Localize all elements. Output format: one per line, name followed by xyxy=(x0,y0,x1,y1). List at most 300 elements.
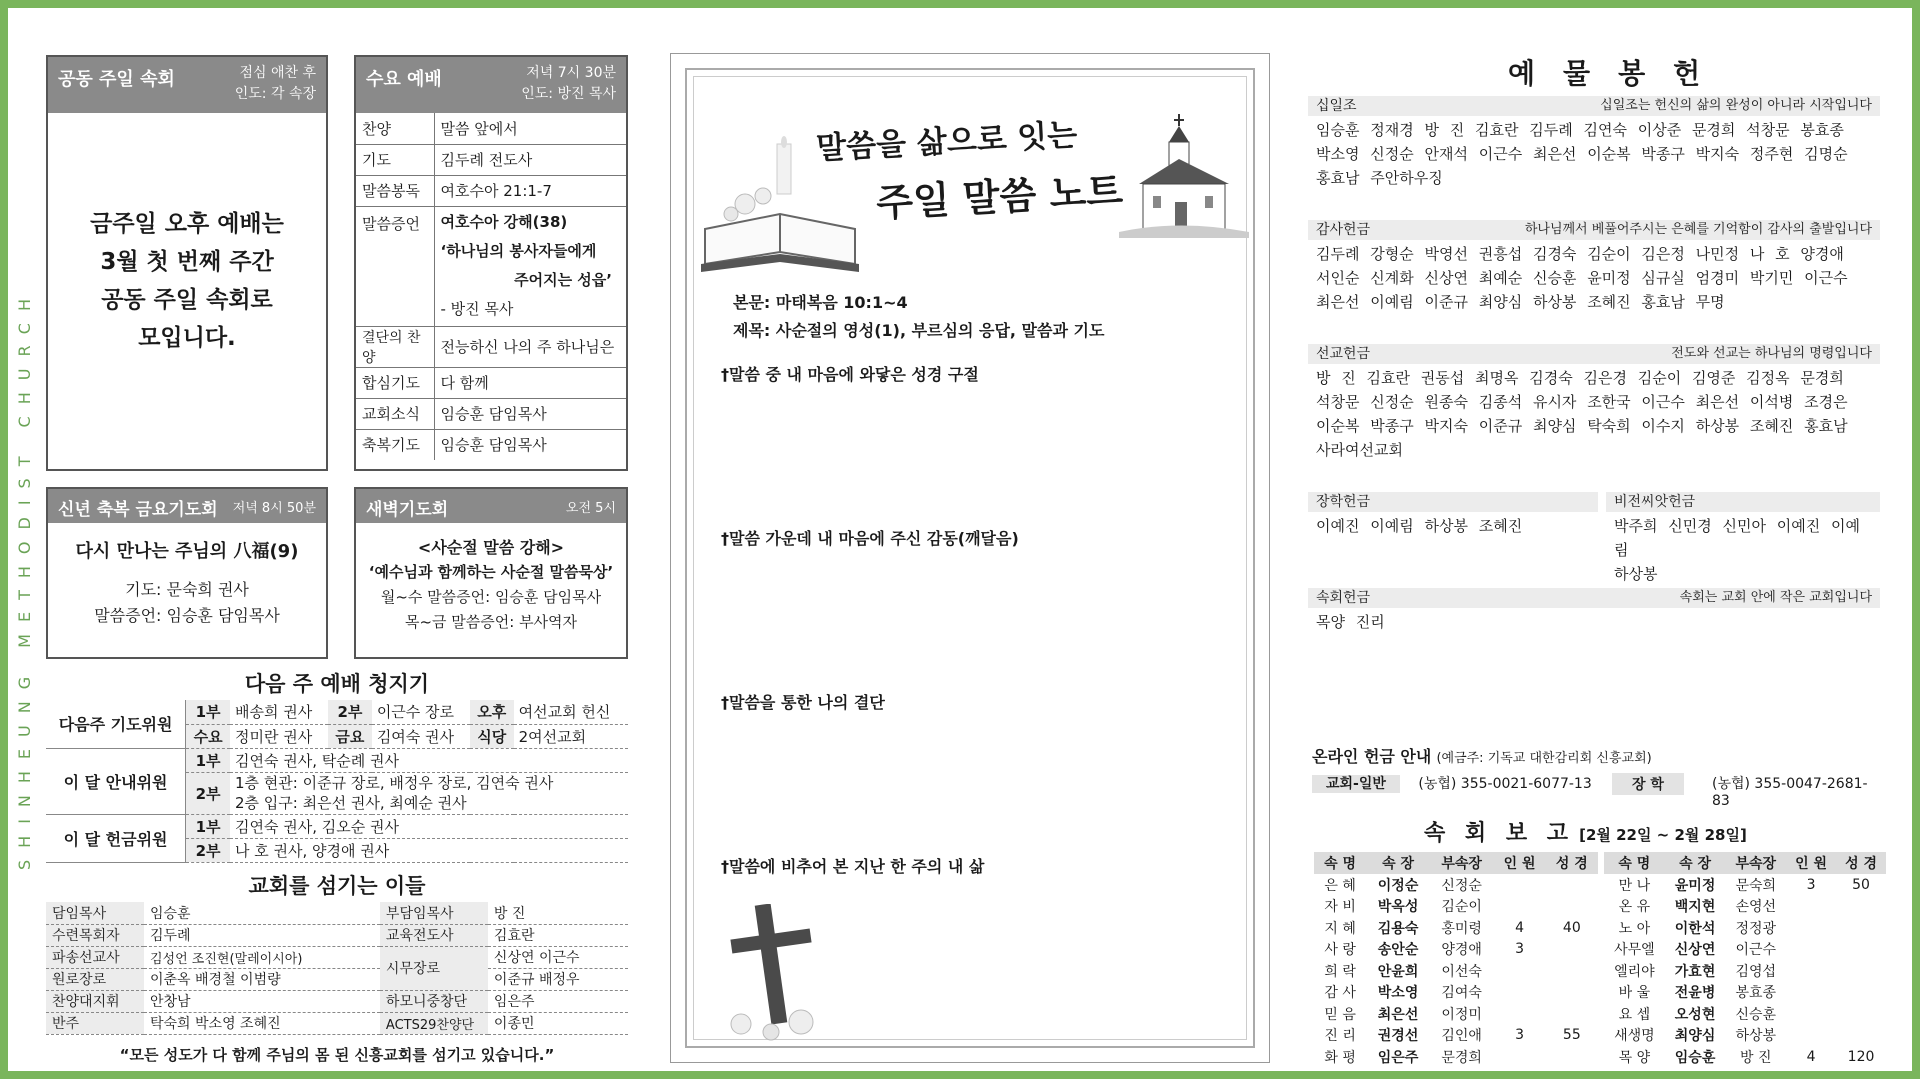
staff-role: 반주 xyxy=(46,1012,144,1034)
order-value: 다 함께 xyxy=(434,367,626,398)
joint-worship-sub xyxy=(235,63,316,105)
cell-attendance: 3 xyxy=(1515,941,1525,958)
cell-report-table-left xyxy=(1314,852,1598,1068)
name-line: 박주희 신민경 신민아 이예진 이예림 xyxy=(1614,517,1860,559)
wednesday-worship-box xyxy=(354,55,628,471)
tithe-names xyxy=(1308,116,1880,192)
service-person: 이근수 장로 xyxy=(372,700,470,724)
staff-name: 탁숙희 박소영 조혜진 xyxy=(144,1012,380,1034)
note-title-line2: 주일 말씀 노트 xyxy=(875,167,1124,226)
guide-committee-label: 이 달 안내위원 xyxy=(46,748,186,814)
cell-bible xyxy=(1546,960,1598,982)
report-row xyxy=(1604,1025,1886,1047)
cell-attendance: 4 xyxy=(1515,919,1525,936)
cell-name: 은 혜 xyxy=(1324,877,1356,894)
order-row xyxy=(356,113,626,144)
service-tag: 식당 xyxy=(470,724,514,748)
friday-header xyxy=(48,489,326,523)
staff-row xyxy=(46,946,628,968)
servants-title: 교회를 섬기는 이들 xyxy=(248,874,426,898)
account-number: (농협) 355-0021-6077-13 xyxy=(1418,776,1592,792)
thanks-desc: 하나님께서 베풀어주시는 은혜를 기억함이 감사의 출발입니다 xyxy=(1524,222,1872,237)
service-person: 정미란 권사 xyxy=(230,724,328,748)
order-row xyxy=(356,206,626,326)
offering-second-service: 나 호 권사, 양경애 권사 xyxy=(230,838,628,862)
cell-leader: 임은주 xyxy=(1377,1049,1419,1066)
cell-bible xyxy=(1836,1003,1886,1025)
staff-role: 파송선교사 xyxy=(46,946,144,968)
cell-bible xyxy=(1546,896,1598,918)
cell-attendance xyxy=(1786,939,1836,961)
scripture-label: 본문: xyxy=(733,293,771,312)
cross-illustration xyxy=(711,904,831,1044)
cell-subleader: 봉효종 xyxy=(1735,985,1777,1002)
mission-bar xyxy=(1308,344,1880,364)
staff-name: 안창남 xyxy=(144,990,380,1012)
staff-name: 신상연 이근수 xyxy=(488,946,628,968)
order-value: 여호수아 21:1-7 xyxy=(434,175,626,206)
note-subject xyxy=(733,318,1104,341)
order-key: 찬양 xyxy=(356,113,434,144)
cell-attendance xyxy=(1493,1046,1545,1068)
service-tag: 2부 xyxy=(186,838,230,862)
church-illustration xyxy=(1119,114,1249,244)
report-row xyxy=(1314,896,1598,918)
cell-attendance xyxy=(1786,896,1836,918)
church-motto: “모든 성도가 다 함께 주님의 몸 된 신흥교회를 섬기고 있습니다.” xyxy=(119,1046,555,1064)
service-tag: 수요 xyxy=(186,724,230,748)
cell-name: 진 리 xyxy=(1324,1028,1356,1045)
message-line: 3월 첫 번째 주간 xyxy=(100,249,274,275)
prayer-committee-label: 다음주 기도위원 xyxy=(46,700,186,748)
staff-role: 찬양대지휘 xyxy=(46,990,144,1012)
scholarship-label: 장학헌금 xyxy=(1316,494,1371,510)
cell-offering-desc: 속회는 교회 안에 작은 교회입니다 xyxy=(1679,590,1872,605)
cell-bible xyxy=(1836,939,1886,961)
report-row xyxy=(1604,982,1886,1004)
cell-leader: 최양심 xyxy=(1674,1028,1716,1045)
staff-name: 이춘옥 배경철 이범량 xyxy=(144,968,380,990)
staff-row xyxy=(46,990,628,1012)
cell-attendance: 4 xyxy=(1806,1048,1816,1065)
staff-name: 임승훈 xyxy=(144,902,380,924)
cell-name: 화 평 xyxy=(1324,1049,1356,1066)
cell-leader: 안윤희 xyxy=(1377,963,1419,980)
wednesday-title: 수요 예배 xyxy=(366,69,442,90)
staff-name: 이준규 배정우 xyxy=(488,968,628,990)
report-header: 속 명 xyxy=(1314,852,1366,874)
name-line: 서인순 신계화 신상연 최예순 신승훈 윤미정 심규실 엄경미 박기민 이근수 xyxy=(1316,269,1848,287)
cell-subleader: 하상봉 xyxy=(1735,1028,1777,1045)
order-value: 말씀 앞에서 xyxy=(434,113,626,144)
cell-name: 희 락 xyxy=(1324,963,1356,980)
report-header: 인 원 xyxy=(1493,852,1545,874)
order-key: 축복기도 xyxy=(356,429,434,460)
cell-offering-label: 속회헌금 xyxy=(1316,590,1371,606)
cell-subleader: 문경희 xyxy=(1441,1049,1482,1066)
cell-leader: 이한석 xyxy=(1674,920,1716,937)
cell-offering-section xyxy=(1308,588,1880,636)
cell-name: 엘리야 xyxy=(1614,963,1655,980)
order-value: 임승훈 담임목사 xyxy=(434,398,626,429)
service-tag: 2부 xyxy=(328,700,372,724)
name-line: 석창문 신정순 원종숙 김종석 유시자 조한국 이근수 최은선 이석병 조경은 xyxy=(1316,393,1848,411)
report-header: 속 명 xyxy=(1604,852,1665,874)
name-line: 방 진 김효란 권동섭 최명옥 김경숙 김은경 김순이 김영준 김정옥 문경희 xyxy=(1316,369,1844,387)
cell-subleader: 이선숙 xyxy=(1441,963,1482,980)
service-tag: 1부 xyxy=(186,748,230,772)
report-header: 인 원 xyxy=(1786,852,1836,874)
report-header: 부속장 xyxy=(1430,852,1494,874)
report-row xyxy=(1604,960,1886,982)
report-header-row xyxy=(1604,852,1886,874)
cell-report-period: [2월 22일 ~ 2월 28일] xyxy=(1579,826,1747,844)
cell-name: 목 양 xyxy=(1618,1049,1651,1066)
order-key: 합심기도 xyxy=(356,367,434,398)
sermon-title-2: 주어지는 성읍’ xyxy=(514,271,612,289)
cell-leader: 백지현 xyxy=(1674,899,1716,916)
friday-preacher: 말씀증언: 임승훈 담임목사 xyxy=(94,606,280,625)
wednesday-time: 저녁 7시 30분 xyxy=(526,65,616,81)
name-line: 홍효남 주안하우징 xyxy=(1316,169,1443,187)
offerings-title: 예물봉헌 xyxy=(1508,57,1729,90)
order-row xyxy=(356,144,626,175)
cell-bible xyxy=(1546,939,1598,961)
scholarship-names xyxy=(1308,512,1598,540)
scholarship-bar xyxy=(1308,492,1598,512)
report-header-row xyxy=(1314,852,1598,874)
message-line: 공동 주일 속회로 xyxy=(101,287,273,313)
cell-attendance xyxy=(1493,896,1545,918)
report-header: 성 경 xyxy=(1836,852,1886,874)
name-line: 임승훈 정재경 방 진 김효란 김두례 김연숙 이상준 문경희 석창문 봉효종 xyxy=(1316,121,1844,139)
offering-committee-label: 이 달 헌금위원 xyxy=(46,814,186,862)
cell-attendance: 3 xyxy=(1806,876,1816,893)
dawn-prayer-box xyxy=(354,487,628,659)
cell-bible xyxy=(1836,1025,1886,1047)
note-question-4: †말씀에 비추어 본 지난 한 주의 내 삶 xyxy=(721,857,985,876)
cell-subleader: 홍미령 xyxy=(1441,920,1482,937)
dawn-theme: ‘예수님과 함께하는 사순절 말씀묵상’ xyxy=(368,563,614,581)
cell-subleader: 김영섭 xyxy=(1735,963,1777,980)
cell-bible xyxy=(1836,896,1886,918)
joint-worship-leader: 인도: 각 속장 xyxy=(234,86,316,102)
cell-leader: 권경선 xyxy=(1377,1028,1419,1045)
name-line: 이예진 이예림 하상봉 조혜진 xyxy=(1316,517,1523,535)
cell-subleader: 김순이 xyxy=(1441,899,1482,916)
service-tag: 1부 xyxy=(186,814,230,838)
account-number: (농협) 355-0047-2681-83 xyxy=(1712,776,1868,809)
order-row xyxy=(356,367,626,398)
friday-prayer-box xyxy=(46,487,328,659)
cell-bible xyxy=(1546,1046,1598,1068)
cell-attendance xyxy=(1786,1003,1836,1025)
cell-subleader: 신승훈 xyxy=(1735,1006,1777,1023)
cell-leader: 임승훈 xyxy=(1674,1049,1716,1066)
cell-bible: 55 xyxy=(1562,1027,1581,1044)
cell-name: 노 아 xyxy=(1618,920,1651,937)
staff-role: ACTS29찬양단 xyxy=(380,1012,488,1034)
account-holder: (예금주: 기독교 대한감리회 신흥교회) xyxy=(1436,751,1652,766)
report-row xyxy=(1314,982,1598,1004)
cell-name: 요 셉 xyxy=(1618,1006,1651,1023)
cell-subleader: 김인애 xyxy=(1441,1028,1482,1045)
order-row xyxy=(356,398,626,429)
name-line: 사라여선교회 xyxy=(1316,441,1403,459)
mission-label: 선교헌금 xyxy=(1316,346,1371,362)
cell-subleader: 문숙희 xyxy=(1735,877,1777,894)
service-tag: 2부 xyxy=(186,772,230,814)
cell-attendance xyxy=(1786,917,1836,939)
vision-bar xyxy=(1606,492,1880,512)
sermon-note-panel xyxy=(670,53,1270,1063)
cell-attendance xyxy=(1786,982,1836,1004)
report-row xyxy=(1604,939,1886,961)
cell-subleader: 이근수 xyxy=(1735,942,1777,959)
service-tag: 금요 xyxy=(328,724,372,748)
order-key: 교회소식 xyxy=(356,398,434,429)
sermon-series: 여호수아 강해(38) xyxy=(440,213,568,231)
wednesday-header xyxy=(356,57,626,113)
account-row xyxy=(1312,773,1880,809)
staff-role: 부담임목사 xyxy=(380,902,488,924)
account-label: 교회-일반 xyxy=(1312,775,1400,793)
staff-role: 교육전도사 xyxy=(380,924,488,946)
service-person: 여선교회 헌신 xyxy=(514,700,628,724)
sermon-title-1: ‘하나님의 봉사자들에게 xyxy=(440,242,597,260)
report-row xyxy=(1604,1046,1886,1068)
guide-line: 1층 현관: 이준규 장로, 배정우 장로, 김연숙 권사 xyxy=(235,774,554,792)
cell-subleader: 정정광 xyxy=(1735,920,1777,937)
staff-name: 김두례 xyxy=(144,924,380,946)
joint-worship-title: 공동 주일 속회 xyxy=(58,69,175,90)
mission-section xyxy=(1308,344,1880,464)
report-row xyxy=(1604,896,1886,918)
sermon-preacher: - 방진 목사 xyxy=(440,300,514,318)
message-line: 모입니다. xyxy=(138,325,236,351)
service-tag: 1부 xyxy=(186,700,230,724)
cell-subleader: 신정순 xyxy=(1441,877,1482,894)
tithe-label: 십일조 xyxy=(1316,98,1357,114)
cell-subleader: 방 진 xyxy=(1740,1049,1772,1066)
report-row xyxy=(1314,874,1598,896)
sermon-cell xyxy=(434,206,626,326)
cell-subleader: 이정미 xyxy=(1441,1006,1482,1023)
service-person: 배송희 권사 xyxy=(230,700,328,724)
cell-subleader: 양경애 xyxy=(1441,942,1482,959)
report-row xyxy=(1604,917,1886,939)
cell-bible: 40 xyxy=(1562,919,1581,936)
cell-leader: 박소영 xyxy=(1377,985,1419,1002)
order-key: 말씀증언 xyxy=(356,206,434,326)
offering-first-service: 김연숙 권사, 김오순 권사 xyxy=(230,814,628,838)
staff-row xyxy=(46,1012,628,1034)
cell-subleader: 손영선 xyxy=(1735,899,1777,916)
schedule-row xyxy=(46,814,628,838)
vision-label: 비전씨앗헌금 xyxy=(1614,494,1696,510)
thanks-section xyxy=(1308,220,1880,316)
cell-leader: 신상연 xyxy=(1674,942,1716,959)
staff-role: 시무장로 xyxy=(380,946,488,990)
friday-time: 저녁 8시 50분 xyxy=(232,501,316,516)
cell-name: 새생명 xyxy=(1614,1028,1655,1045)
cell-subleader: 김여숙 xyxy=(1441,985,1482,1002)
joint-worship-time: 점심 애찬 후 xyxy=(239,65,316,81)
order-row xyxy=(356,429,626,460)
wednesday-order-table xyxy=(356,113,626,460)
staff-role: 수련목회자 xyxy=(46,924,144,946)
thanks-bar xyxy=(1308,220,1880,240)
report-row xyxy=(1314,1046,1598,1068)
joint-worship-header xyxy=(48,57,326,113)
tithe-bar xyxy=(1308,96,1880,116)
joint-worship-message xyxy=(48,113,326,357)
cell-name: 사무엘 xyxy=(1614,942,1655,959)
cell-offering-bar xyxy=(1308,588,1880,608)
order-row xyxy=(356,175,626,206)
church-name-text: SHINHEUNG METHODIST CHURCH xyxy=(14,286,34,870)
cell-leader: 가효현 xyxy=(1674,963,1716,980)
cell-name: 믿 음 xyxy=(1324,1006,1356,1023)
cell-name: 사 랑 xyxy=(1324,942,1356,959)
note-scripture xyxy=(733,290,908,313)
report-row xyxy=(1314,1003,1598,1025)
servants-table xyxy=(46,902,628,1035)
joint-worship-box xyxy=(46,55,328,471)
schedule-row xyxy=(46,700,628,724)
cell-attendance xyxy=(1786,1025,1836,1047)
cell-attendance xyxy=(1493,982,1545,1004)
cell-attendance xyxy=(1493,960,1545,982)
name-line: 하상봉 xyxy=(1614,565,1658,583)
cell-leader: 오성현 xyxy=(1674,1006,1716,1023)
cell-name: 온 유 xyxy=(1618,899,1651,916)
wednesday-leader: 인도: 방진 목사 xyxy=(521,86,616,102)
subject-label: 제목: xyxy=(733,321,771,340)
report-row xyxy=(1604,1003,1886,1025)
dawn-title: 새벽기도회 xyxy=(366,500,449,520)
vision-names xyxy=(1606,512,1880,588)
next-week-title: 다음 주 예배 청지기 xyxy=(244,672,430,696)
online-title: 온라인 헌금 안내 xyxy=(1312,747,1432,766)
report-row xyxy=(1604,874,1886,896)
order-key: 기도 xyxy=(356,144,434,175)
report-body-left xyxy=(1314,874,1598,1068)
mission-desc: 전도와 선교는 하나님의 명령입니다 xyxy=(1671,346,1872,361)
cell-attendance xyxy=(1493,874,1545,896)
subject-text: 사순절의 영성(1), 부르심의 응답, 말씀과 기도 xyxy=(775,321,1105,340)
bulletin-sheet xyxy=(8,8,1912,1071)
cell-bible xyxy=(1836,960,1886,982)
cell-leader: 윤미정 xyxy=(1674,877,1716,894)
cell-attendance xyxy=(1493,1003,1545,1025)
message-line: 금주일 오후 예배는 xyxy=(90,211,284,237)
staff-name: 방 진 xyxy=(488,902,628,924)
vertical-church-name xyxy=(14,238,34,918)
cell-name: 자 비 xyxy=(1324,899,1356,916)
report-row xyxy=(1314,1025,1598,1047)
name-line: 박소영 신정순 안재석 이근수 최은선 이순복 박종구 박지숙 정주현 김명순 xyxy=(1316,145,1848,163)
name-line: 김두례 강형순 박영선 권흥섭 김경숙 김순이 김은정 나민정 나 호 양경애 xyxy=(1316,245,1844,263)
service-person: 2여선교회 xyxy=(514,724,628,748)
next-week-table xyxy=(46,700,628,863)
cell-name: 지 혜 xyxy=(1324,920,1356,937)
staff-name: 김효란 xyxy=(488,924,628,946)
tithe-desc: 십일조는 헌신의 삶의 완성이 아니라 시작입니다 xyxy=(1600,98,1872,113)
scholarship-section xyxy=(1308,492,1598,540)
name-line: 최은선 이예림 이준규 최양심 하상봉 조혜진 홍효남 무명 xyxy=(1316,293,1725,311)
cell-name: 감 사 xyxy=(1324,985,1356,1002)
friday-title: 신년 축복 금요기도회 xyxy=(58,500,218,520)
guide-second-service xyxy=(230,772,628,814)
report-row xyxy=(1314,939,1598,961)
thanks-label: 감사헌금 xyxy=(1316,222,1371,238)
cell-bible xyxy=(1546,1003,1598,1025)
note-question-3: †말씀을 통한 나의 결단 xyxy=(721,693,885,712)
cell-bible: 50 xyxy=(1852,876,1870,893)
online-offering xyxy=(1312,744,1880,809)
wednesday-sub xyxy=(521,63,616,105)
order-row xyxy=(356,326,626,367)
note-question-1: †말씀 중 내 마음에 와닿은 성경 구절 xyxy=(721,365,979,384)
name-line: 이순복 박종구 박지숙 이준규 최양심 탁숙희 이수지 하상봉 조혜진 홍효남 xyxy=(1316,417,1848,435)
vision-section xyxy=(1606,492,1880,588)
report-row xyxy=(1314,917,1598,939)
staff-role: 담임목사 xyxy=(46,902,144,924)
cell-bible xyxy=(1546,982,1598,1004)
dawn-header xyxy=(356,489,626,523)
scripture-ref: 마태복음 10:1~4 xyxy=(775,293,908,312)
cell-leader: 이정순 xyxy=(1377,877,1419,894)
service-person: 김여숙 권사 xyxy=(372,724,470,748)
cell-bible: 120 xyxy=(1847,1048,1875,1065)
schedule-row xyxy=(46,748,628,772)
dawn-series: <사순절 말씀 강해> xyxy=(417,538,565,557)
dawn-content xyxy=(356,523,626,635)
service-tag: 오후 xyxy=(470,700,514,724)
guide-first-service: 김연숙 권사, 탁순례 권사 xyxy=(230,748,628,772)
staff-row xyxy=(46,902,628,924)
staff-name: 임은주 xyxy=(488,990,628,1012)
cell-offering-names xyxy=(1308,608,1880,636)
order-key: 결단의 찬양 xyxy=(356,326,434,367)
cell-leader: 전윤병 xyxy=(1674,985,1716,1002)
report-body-right xyxy=(1604,874,1886,1068)
cell-report-table-right xyxy=(1604,852,1886,1068)
staff-name: 김성언 조진현(말레이시아) xyxy=(144,946,380,968)
cell-bible xyxy=(1836,917,1886,939)
friday-content xyxy=(48,523,326,629)
cell-report-heading xyxy=(1424,816,1747,847)
report-header: 부속장 xyxy=(1725,852,1786,874)
cell-leader: 최은선 xyxy=(1377,1006,1419,1023)
account-label: 장 학 xyxy=(1612,773,1684,795)
friday-prayer: 기도: 문숙희 권사 xyxy=(125,580,249,599)
cell-bible xyxy=(1546,874,1598,896)
staff-role: 하모니중창단 xyxy=(380,990,488,1012)
order-value: 임승훈 담임목사 xyxy=(440,436,547,455)
note-question-2: †말씀 가운데 내 마음에 주신 감동(깨달음) xyxy=(721,529,1019,548)
order-value: 전능하신 나의 주 하나님은 xyxy=(434,326,626,367)
cell-name: 만 나 xyxy=(1618,877,1651,894)
guide-line: 2층 입구: 최은선 권사, 최예순 권사 xyxy=(235,794,467,812)
cell-report-title: 속 회 보 고 xyxy=(1424,821,1574,846)
staff-name: 이종민 xyxy=(488,1012,628,1034)
cell-attendance: 3 xyxy=(1515,1027,1525,1044)
tithe-section xyxy=(1308,96,1880,192)
report-row xyxy=(1314,960,1598,982)
thanks-names xyxy=(1308,240,1880,316)
